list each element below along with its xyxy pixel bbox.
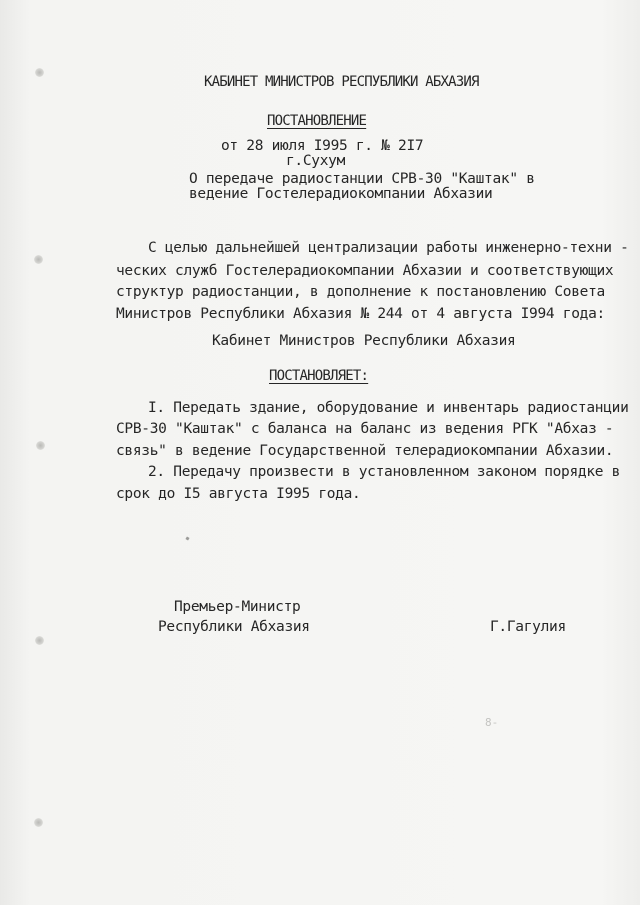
punch-hole: [35, 68, 44, 77]
place: г.Сухум: [286, 153, 346, 169]
item-2-line: 2. Передачу произвести в установленном законом порядке в: [148, 464, 621, 480]
ink-speck: [185, 536, 189, 540]
punch-hole: [34, 255, 43, 264]
item-1-line: СРВ-30 "Каштак" с баланса на баланс из ведения РГК "Абхаз -: [116, 421, 614, 437]
item-2-line: срок до I5 августа I995 года.: [116, 486, 361, 502]
cabinet-heading: КАБИНЕТ МИНИСТРОВ РЕСПУБЛИКИ АБХАЗИЯ: [204, 74, 479, 90]
subject-line-1: О передаче радиостанции СРВ-30 "Каштак" в: [189, 171, 535, 187]
preamble-line: С целью дальнейшей централизации работы инженерно-техни -: [148, 240, 629, 256]
date-number: от 28 июля I995 г. № 2I7: [221, 138, 424, 154]
signatory-title: Премьер-Министр: [174, 599, 301, 615]
item-1-line: связь" в ведение Государственной телерадиокомпании Абхазии.: [116, 443, 614, 459]
signatory-title: Республики Абхазия: [158, 619, 310, 635]
document-type: ПОСТАНОВЛЕНИЕ: [267, 113, 367, 129]
punch-hole: [36, 441, 45, 450]
decrees-heading: ПОСТАНОВЛЯЕТ:: [269, 368, 369, 384]
preamble-line: Министров Республики Абхазия № 244 от 4 августа I994 года:: [116, 306, 605, 322]
punch-hole: [34, 818, 43, 827]
signatory-name: Г.Гагулия: [490, 619, 566, 635]
preamble-line: структур радиостанции, в дополнение к постановлению Совета: [116, 284, 605, 300]
authority-line: Кабинет Министров Республики Абхазия: [212, 333, 516, 349]
item-1-line: I. Передать здание, оборудование и инвентарь радиостанции: [148, 400, 629, 416]
margin-note: 8-: [485, 716, 499, 729]
subject-line-2: ведение Гостелерадиокомпании Абхазии: [189, 186, 493, 202]
punch-hole: [35, 636, 44, 645]
preamble-line: ческих служб Гостелерадиокомпании Абхазии и соответствующих: [116, 263, 614, 279]
